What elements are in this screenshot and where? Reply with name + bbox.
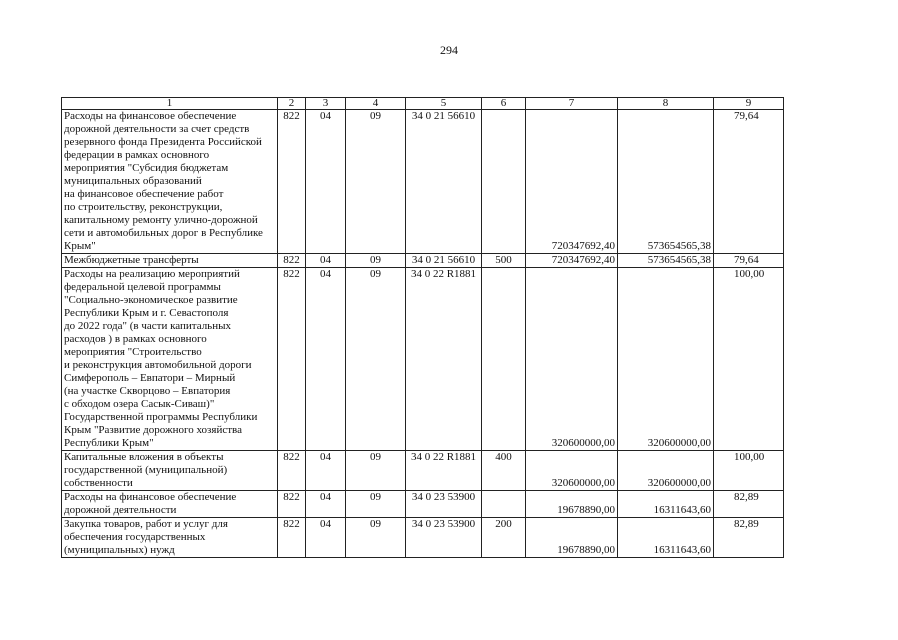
expense-name-cell: Расходы на финансовое обеспечение дорожной деятельности за счет средств резервного фонда Президента Российской федерации в рамках основного мероприятия "Субсидия бюджетам муниципальных образований на финансовое обеспечение работ по строительству, реконструкции, капитальному ремонту улично-дорожной сети и автомобильных дорог в Республике Крым" — [62, 110, 278, 254]
table-row — [62, 254, 784, 268]
execution-percent-cell: 79,64 — [714, 254, 784, 268]
target-article-cell: 34 0 22 R1881 — [406, 451, 482, 491]
execution-percent-cell: 82,89 — [714, 491, 784, 518]
execution-percent-cell: 82,89 — [714, 518, 784, 558]
subsection-cell: 09 — [346, 451, 406, 491]
column-number-row — [62, 98, 784, 110]
planned-amount-cell: 19678890,00 — [526, 518, 618, 558]
expense-name-cell: Закупка товаров, работ и услуг для обеспечения государственных (муниципальных) нужд — [62, 518, 278, 558]
grbs-cell: 822 — [278, 491, 306, 518]
table-row — [62, 268, 784, 451]
column-number-header: 3 — [306, 98, 346, 110]
expense-type-cell: 500 — [482, 254, 526, 268]
expense-name-cell: Расходы на финансовое обеспечение дорожной деятельности — [62, 491, 278, 518]
target-article-cell: 34 0 21 56610 — [406, 110, 482, 254]
grbs-cell: 822 — [278, 110, 306, 254]
section-cell: 04 — [306, 491, 346, 518]
grbs-cell: 822 — [278, 518, 306, 558]
actual-amount-cell: 16311643,60 — [618, 491, 714, 518]
subsection-cell: 09 — [346, 518, 406, 558]
actual-amount-cell: 320600000,00 — [618, 268, 714, 451]
target-article-cell: 34 0 21 56610 — [406, 254, 482, 268]
actual-amount-cell: 320600000,00 — [618, 451, 714, 491]
execution-percent-cell: 100,00 — [714, 268, 784, 451]
table-row — [62, 491, 784, 518]
expense-type-cell: 400 — [482, 451, 526, 491]
column-number-header: 9 — [714, 98, 784, 110]
section-cell: 04 — [306, 254, 346, 268]
column-number-header: 1 — [62, 98, 278, 110]
expense-type-cell — [482, 491, 526, 518]
expense-name-cell: Расходы на реализацию мероприятий федеральной целевой программы "Социально-экономическое развитие Республики Крым и г. Севастополя до 2022 года" (в части капитальных расходов ) в рамках основного мероприятия "Строительство и реконструкция автомобильной дороги Симферополь – Евпатори – Мирный (на участке Скворцово – Евпатория с обходом озера Сасык-Сиваш)" Государственной программы Республики Крым "Развитие дорожного хозяйства Республики Крым" — [62, 268, 278, 451]
page-number: 294 — [440, 43, 458, 57]
table-row — [62, 518, 784, 558]
table-row — [62, 451, 784, 491]
expense-type-cell — [482, 110, 526, 254]
execution-percent-cell: 79,64 — [714, 110, 784, 254]
grbs-cell: 822 — [278, 268, 306, 451]
budget-table — [61, 97, 784, 558]
target-article-cell: 34 0 23 53900 — [406, 491, 482, 518]
grbs-cell: 822 — [278, 451, 306, 491]
column-number-header: 6 — [482, 98, 526, 110]
actual-amount-cell: 573654565,38 — [618, 110, 714, 254]
column-number-header: 7 — [526, 98, 618, 110]
planned-amount-cell: 320600000,00 — [526, 268, 618, 451]
target-article-cell: 34 0 23 53900 — [406, 518, 482, 558]
subsection-cell: 09 — [346, 110, 406, 254]
actual-amount-cell: 16311643,60 — [618, 518, 714, 558]
planned-amount-cell: 720347692,40 — [526, 254, 618, 268]
column-number-header: 2 — [278, 98, 306, 110]
planned-amount-cell: 19678890,00 — [526, 491, 618, 518]
planned-amount-cell: 720347692,40 — [526, 110, 618, 254]
execution-percent-cell: 100,00 — [714, 451, 784, 491]
section-cell: 04 — [306, 518, 346, 558]
section-cell: 04 — [306, 268, 346, 451]
grbs-cell: 822 — [278, 254, 306, 268]
expense-name-cell: Межбюджетные трансферты — [62, 254, 278, 268]
column-number-header: 5 — [406, 98, 482, 110]
planned-amount-cell: 320600000,00 — [526, 451, 618, 491]
target-article-cell: 34 0 22 R1881 — [406, 268, 482, 451]
table-row — [62, 110, 784, 254]
subsection-cell: 09 — [346, 491, 406, 518]
subsection-cell: 09 — [346, 268, 406, 451]
column-number-header: 4 — [346, 98, 406, 110]
expense-type-cell — [482, 268, 526, 451]
section-cell: 04 — [306, 110, 346, 254]
expense-name-cell: Капитальные вложения в объекты государственной (муниципальной) собственности — [62, 451, 278, 491]
expense-type-cell: 200 — [482, 518, 526, 558]
section-cell: 04 — [306, 451, 346, 491]
actual-amount-cell: 573654565,38 — [618, 254, 714, 268]
column-number-header: 8 — [618, 98, 714, 110]
subsection-cell: 09 — [346, 254, 406, 268]
